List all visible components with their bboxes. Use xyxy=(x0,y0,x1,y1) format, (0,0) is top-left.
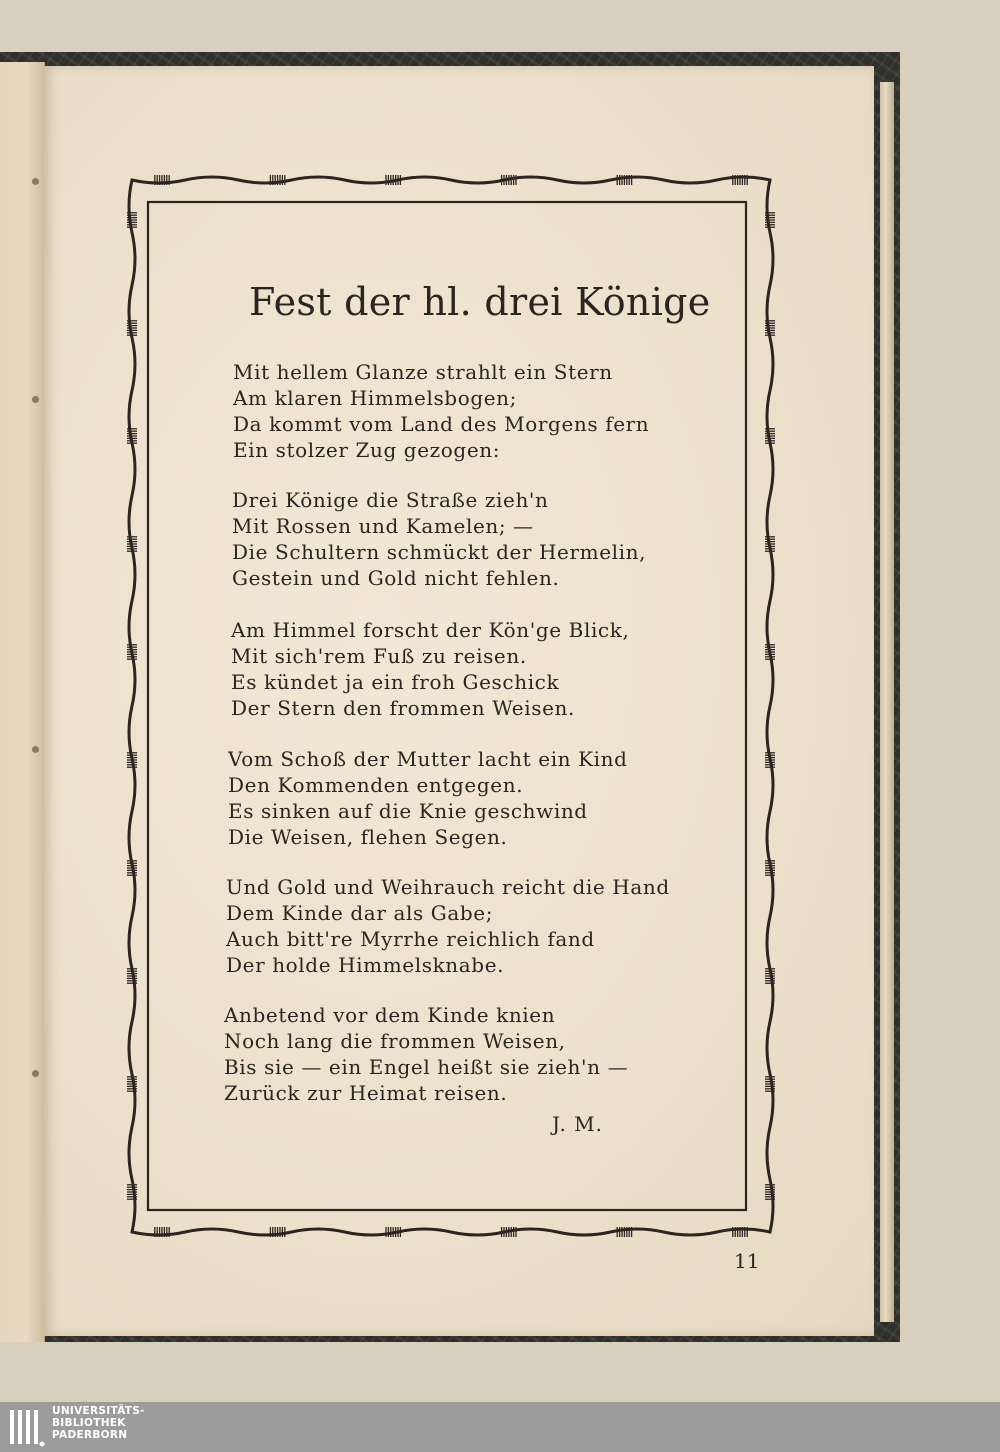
stanza-3 xyxy=(231,617,629,721)
poem-line: Bis sie — ein Engel heißt sie zieh'n — xyxy=(224,1055,629,1079)
poem-line: Ein stolzer Zug gezogen: xyxy=(233,438,501,462)
poem-line: Vom Schoß der Mutter lacht ein Kind xyxy=(228,747,628,771)
book-page xyxy=(44,66,874,1336)
poem-line: Zurück zur Heimat reisen. xyxy=(224,1081,508,1105)
logo-line: UNIVERSITÄTS- xyxy=(52,1405,145,1417)
poem-line: Am Himmel forscht der Kön'ge Blick, xyxy=(231,618,630,642)
poem-line: Anbetend vor dem Kinde knien xyxy=(224,1003,556,1027)
poem-line: Dem Kinde dar als Gabe; xyxy=(226,901,494,925)
binding-stitch xyxy=(32,1070,39,1077)
stanza-5 xyxy=(226,874,670,978)
poem-line: Auch bitt're Myrrhe reichlich fand xyxy=(226,927,595,951)
poem-line: Drei Könige die Straße zieh'n xyxy=(232,488,549,512)
poem-line: Da kommt vom Land des Morgens fern xyxy=(233,412,650,436)
page-number: 11 xyxy=(734,1249,760,1273)
binding-stitch xyxy=(32,746,39,753)
stanza-1 xyxy=(233,359,649,463)
library-footer xyxy=(0,1402,1000,1452)
poem-line: Gestein und Gold nicht fehlen. xyxy=(232,566,560,590)
stanza-6 xyxy=(224,1002,628,1106)
poem-line: Mit Rossen und Kamelen; — xyxy=(232,514,534,538)
poem-line: Den Kommenden entgegen. xyxy=(228,773,524,797)
binding-stitch xyxy=(32,396,39,403)
poem-line: Der holde Himmelsknabe. xyxy=(226,953,505,977)
poem-line: Noch lang die frommen Weisen, xyxy=(224,1029,566,1053)
poem-line: Es sinken auf die Knie geschwind xyxy=(228,799,588,823)
library-logo-icon xyxy=(8,1406,46,1448)
left-page xyxy=(0,62,45,1342)
poem-title: Fest der hl. drei Könige xyxy=(249,280,711,324)
poem-line: Mit hellem Glanze strahlt ein Stern xyxy=(233,360,613,384)
binding-stitch xyxy=(32,178,39,185)
poem-line: Die Weisen, flehen Segen. xyxy=(228,825,508,849)
poem-line: Und Gold und Weihrauch reicht die Hand xyxy=(226,875,670,899)
stanza-2 xyxy=(232,487,646,591)
poem-line: Mit sich'rem Fuß zu reisen. xyxy=(231,644,527,668)
poem-line: Am klaren Himmelsbogen; xyxy=(233,386,518,410)
poem-line: Die Schultern schmückt der Hermelin, xyxy=(232,540,647,564)
page-block-edge xyxy=(880,82,894,1322)
logo-line: PADERBORN xyxy=(52,1429,128,1441)
poem-line: Es kündet ja ein froh Geschick xyxy=(231,670,560,694)
poem-signature: J. M. xyxy=(552,1112,604,1136)
logo-line: BIBLIOTHEK xyxy=(52,1417,126,1429)
library-logo-text xyxy=(52,1405,145,1441)
poem-line: Der Stern den frommen Weisen. xyxy=(231,696,575,720)
stanza-4 xyxy=(228,746,628,850)
